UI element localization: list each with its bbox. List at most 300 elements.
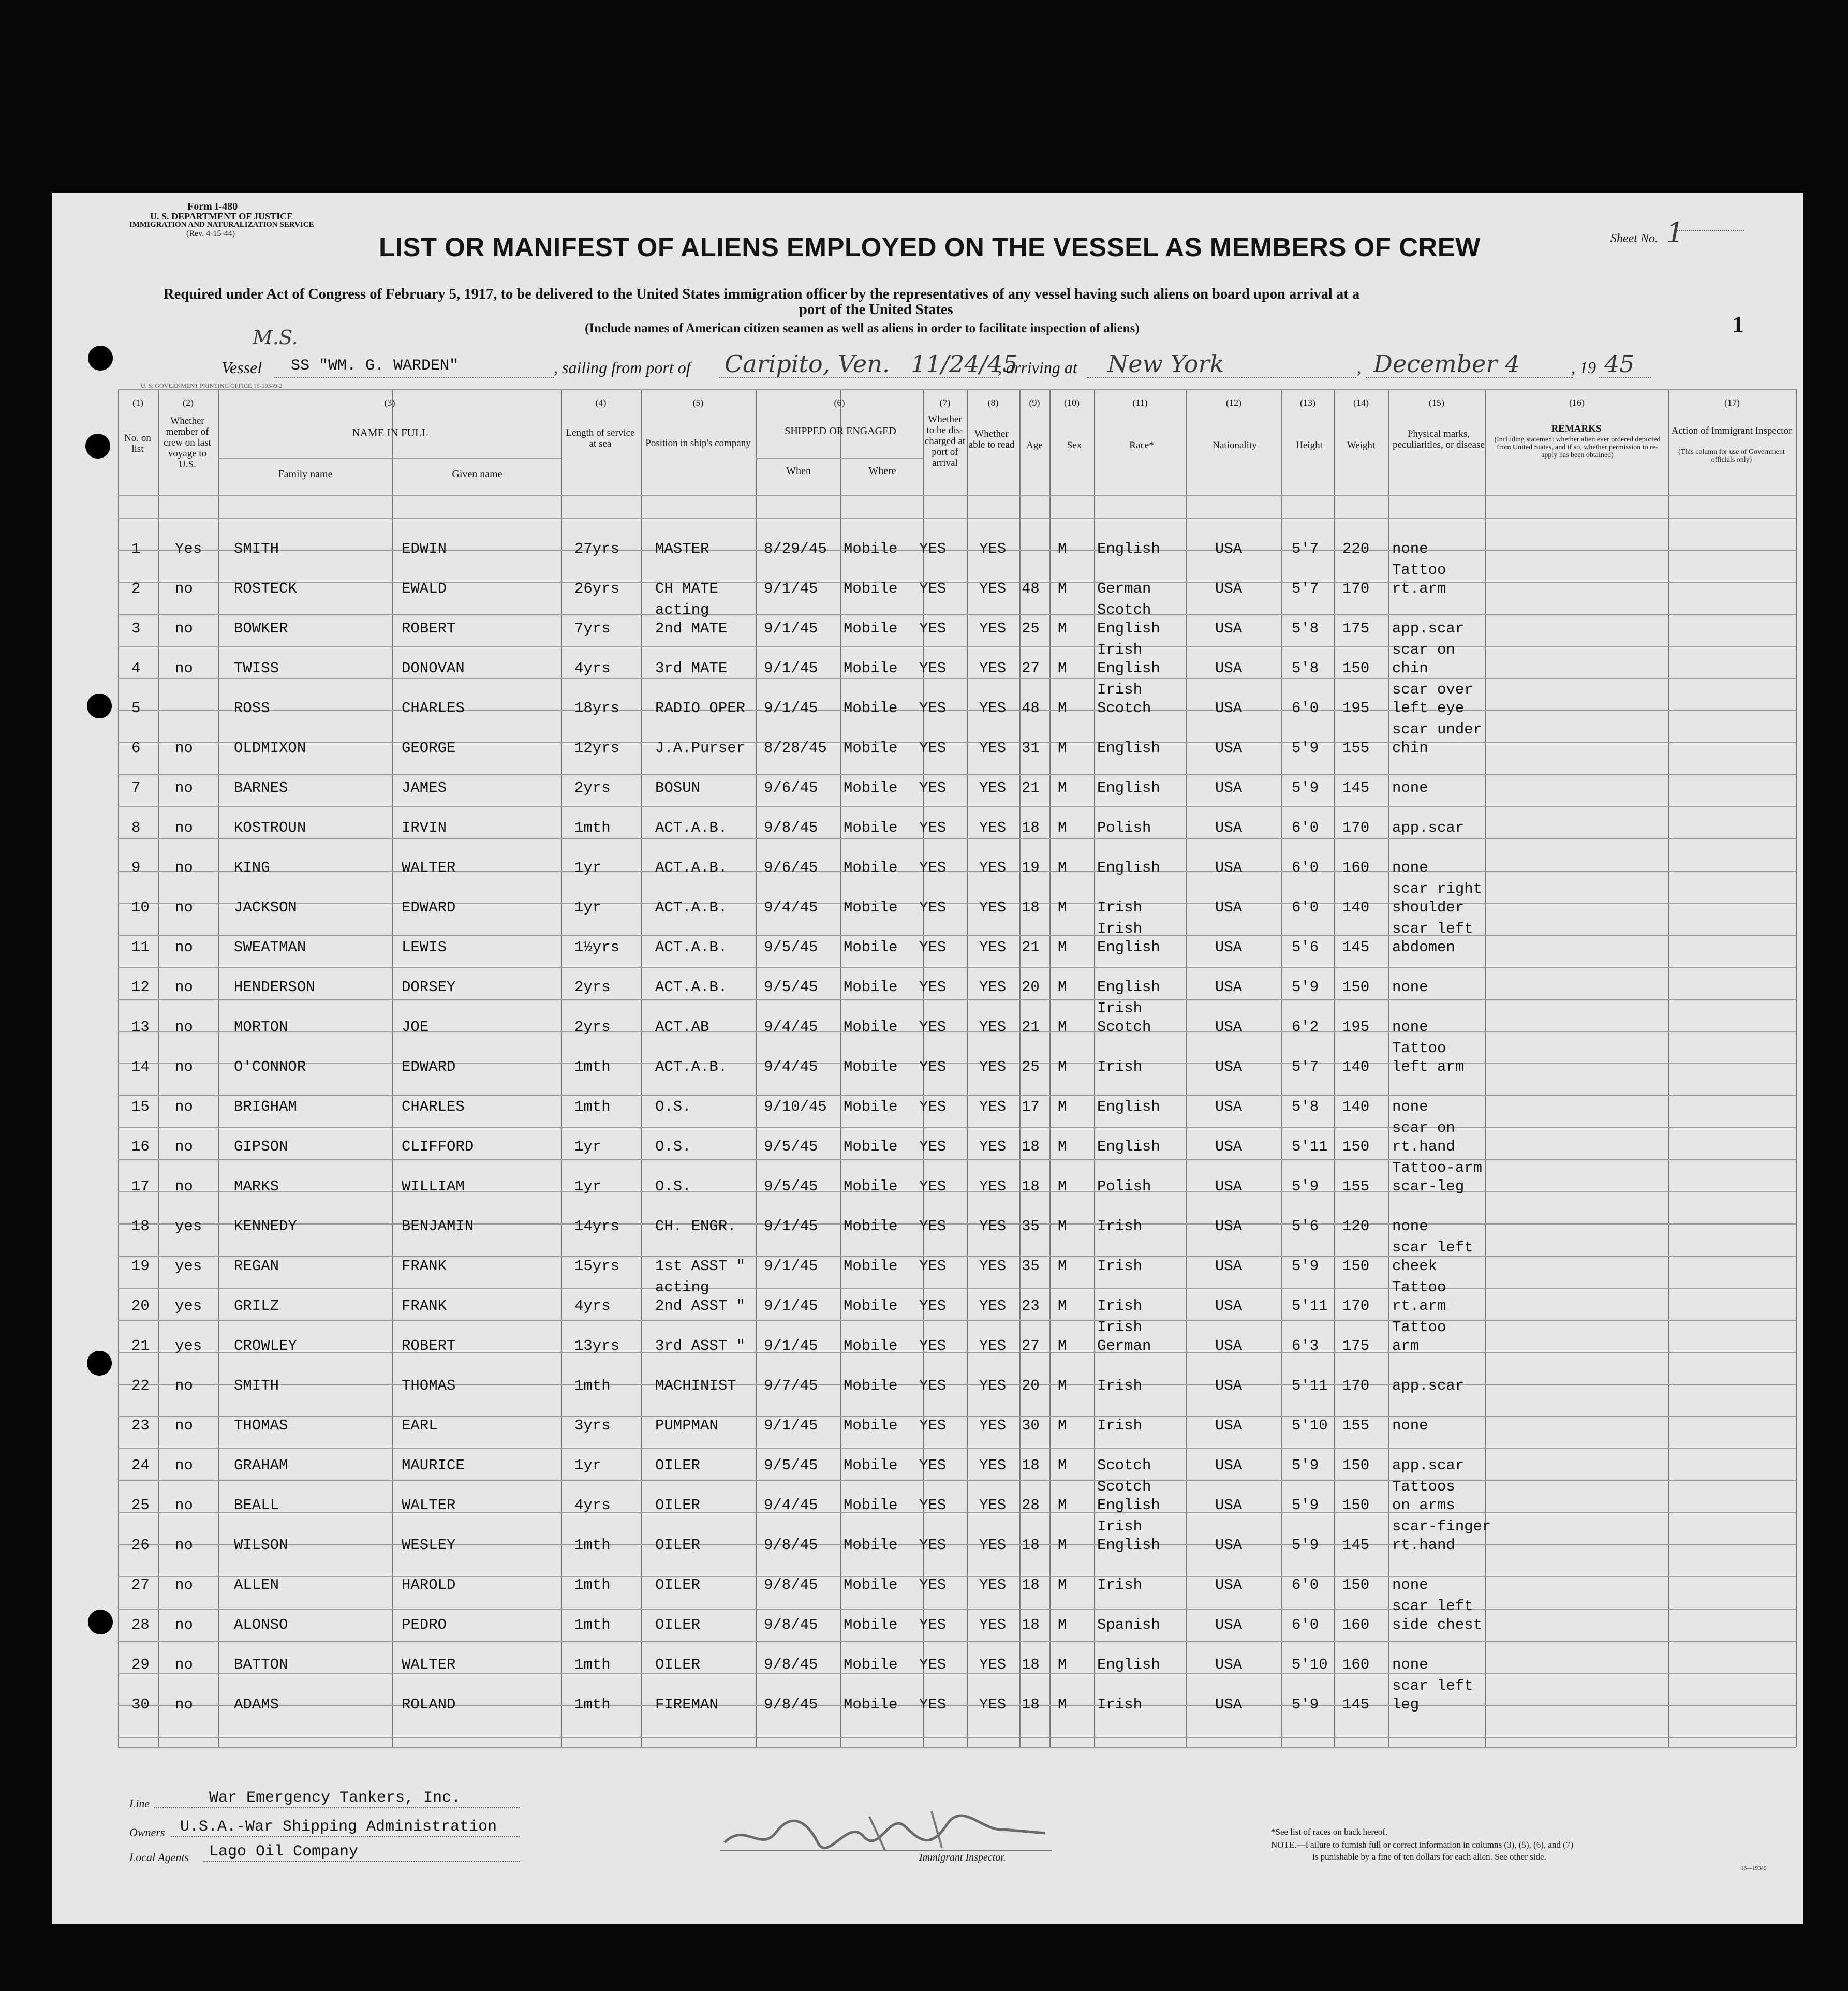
shipped-when: 9/1/45 (764, 1258, 818, 1275)
column-rule (756, 389, 757, 1747)
shipped-where: Mobile (844, 979, 898, 996)
physical-marks-line-1: Tattoo-arm (1392, 1159, 1483, 1176)
length-of-service: 1mth (574, 1656, 611, 1673)
able-to-read: YES (979, 779, 1007, 797)
height: 5'8 (1292, 620, 1319, 637)
header-member-of-crew: Whether member of crew on last voyage to U.S. (164, 416, 211, 470)
crew-member-flag: no (175, 779, 193, 797)
nationality: USA (1215, 1537, 1243, 1554)
weight: 220 (1342, 540, 1370, 557)
length-of-service: 27yrs (574, 540, 620, 557)
row-number: 22 (131, 1377, 150, 1394)
header-remarks: REMARKS (1551, 423, 1602, 434)
physical-marks-line-1: scar left (1392, 1239, 1473, 1256)
length-of-service: 1yr (574, 1178, 602, 1195)
weight: 150 (1342, 979, 1370, 996)
able-to-read: YES (979, 1576, 1007, 1594)
sex: M (1058, 1576, 1067, 1594)
shipped-when: 9/1/45 (764, 1337, 818, 1354)
shipped-when: 9/4/45 (764, 1497, 818, 1514)
length-of-service: 1mth (574, 819, 611, 836)
shipped-where: Mobile (844, 1297, 898, 1315)
family-name: KENNEDY (234, 1218, 297, 1235)
form-code: 16—19349 (1741, 1865, 1767, 1871)
position: FIREMAN (655, 1696, 718, 1713)
able-to-read: YES (979, 660, 1007, 677)
to-be-discharged: YES (919, 1058, 947, 1075)
physical-marks: arm (1392, 1337, 1420, 1354)
length-of-service: 12yrs (574, 740, 620, 757)
arrival-comma: , (1357, 358, 1361, 377)
arrival-port-underline (1087, 377, 1356, 378)
row-number: 17 (131, 1178, 150, 1195)
row-rule (118, 871, 1796, 872)
local-agents-label: Local Agents (129, 1851, 189, 1864)
owners-underline (171, 1836, 520, 1837)
row-rule (118, 1641, 1796, 1642)
arrival-date: December 4 (1373, 350, 1520, 378)
family-name: OLDMIXON (234, 740, 306, 757)
able-to-read: YES (979, 1696, 1007, 1713)
line-label: Line (129, 1797, 150, 1810)
shipped-where: Mobile (844, 1337, 898, 1354)
header-physical-marks: Physical marks, peculiarities, or disease (1393, 429, 1485, 450)
row-rule (118, 967, 1796, 968)
physical-marks-line-1: scar right (1392, 880, 1483, 897)
shipped-when: 9/1/45 (764, 580, 818, 597)
nationality: USA (1215, 1497, 1243, 1514)
row-rule (118, 838, 1796, 839)
race-secondary: Scotch (1097, 601, 1151, 618)
header-given-name: Given name (452, 468, 502, 480)
crew-member-flag: no (175, 620, 193, 637)
to-be-discharged: YES (919, 620, 947, 637)
sex: M (1058, 1337, 1067, 1354)
height: 5'7 (1292, 540, 1319, 557)
sex: M (1058, 700, 1067, 717)
owners-label: Owners (129, 1826, 165, 1839)
nationality: USA (1215, 620, 1243, 637)
family-name: BEALL (234, 1497, 279, 1514)
row-rule (118, 1063, 1796, 1064)
age: 18 (1022, 1457, 1040, 1474)
weight: 170 (1342, 1297, 1370, 1315)
physical-marks: side chest (1392, 1616, 1483, 1633)
height: 6'0 (1292, 819, 1319, 836)
height: 6'0 (1292, 1616, 1319, 1633)
row-rule (118, 806, 1796, 807)
able-to-read: YES (979, 540, 1007, 557)
able-to-read: YES (979, 1138, 1007, 1155)
position: PUMPMAN (655, 1417, 718, 1434)
physical-marks: left arm (1392, 1058, 1465, 1075)
nationality: USA (1215, 580, 1243, 597)
age: 18 (1022, 1616, 1040, 1633)
column-number: (4) (595, 397, 607, 408)
family-name: O'CONNOR (234, 1058, 306, 1075)
row-rule (118, 1320, 1796, 1321)
race: Scotch (1097, 1019, 1151, 1036)
height: 5'8 (1292, 1098, 1319, 1115)
physical-marks: rt.arm (1392, 1297, 1446, 1315)
race: English (1097, 1537, 1160, 1554)
height: 6'2 (1292, 1019, 1319, 1036)
row-number: 19 (131, 1258, 150, 1275)
sex: M (1058, 979, 1067, 996)
punch-hole (87, 1351, 112, 1376)
row-rule (118, 1609, 1796, 1610)
row-rule (118, 1480, 1796, 1481)
nationality: USA (1215, 740, 1243, 757)
shipped-when: 9/8/45 (764, 819, 818, 836)
race: German (1097, 1337, 1151, 1354)
nationality: USA (1215, 1297, 1243, 1315)
to-be-discharged: YES (919, 1337, 947, 1354)
nationality: USA (1215, 1457, 1243, 1474)
height: 5'6 (1292, 939, 1319, 956)
age: 18 (1022, 1178, 1040, 1195)
race: Irish (1097, 1377, 1143, 1394)
shipped-when: 9/1/45 (764, 1297, 818, 1315)
age: 20 (1022, 1377, 1040, 1394)
shipped-where: Mobile (844, 939, 898, 956)
sailing-date: 11/24/45 (911, 350, 1018, 378)
age: 48 (1022, 700, 1040, 717)
height: 5'7 (1292, 1058, 1319, 1075)
header-age: Age (1026, 440, 1043, 451)
family-name: BRIGHAM (234, 1098, 297, 1115)
shipped-where: Mobile (844, 1656, 898, 1673)
column-number: (14) (1353, 397, 1369, 408)
crew-member-flag: no (175, 1537, 193, 1554)
physical-marks: leg (1392, 1696, 1420, 1713)
sex: M (1058, 1616, 1067, 1633)
given-name: CHARLES (402, 700, 465, 717)
race-secondary: Irish (1097, 920, 1143, 937)
sailing-port: Caripito, Ven. (725, 350, 890, 378)
race: Irish (1097, 1417, 1143, 1434)
nationality: USA (1215, 979, 1243, 996)
column-rule (1281, 389, 1282, 1747)
height: 5'6 (1292, 1218, 1319, 1235)
crew-member-flag: no (175, 979, 193, 996)
shipped-where: Mobile (844, 1616, 898, 1633)
position: O.S. (655, 1098, 691, 1115)
shipped-when: 9/6/45 (764, 859, 818, 876)
shipped-when: 9/5/45 (764, 1457, 818, 1474)
position: ACT.A.B. (655, 899, 728, 916)
to-be-discharged: YES (919, 1457, 947, 1474)
local-agents-value: Lago Oil Company (209, 1843, 359, 1861)
weight: 195 (1342, 1019, 1370, 1036)
weight: 145 (1342, 779, 1370, 797)
given-name: BENJAMIN (402, 1218, 474, 1235)
crew-member-flag: no (175, 819, 193, 836)
crew-member-flag: no (175, 899, 193, 916)
weight: 145 (1342, 939, 1370, 956)
department-line: U. S. DEPARTMENT OF JUSTICE (150, 211, 293, 222)
arrival-date-underline (1366, 377, 1573, 378)
header-where: Where (868, 465, 896, 477)
column-rule (1485, 389, 1486, 1747)
race-secondary: Irish (1097, 681, 1143, 698)
height: 6'0 (1292, 899, 1319, 916)
given-name: JOE (402, 1019, 429, 1036)
able-to-read: YES (979, 1178, 1007, 1195)
physical-marks: chin (1392, 660, 1428, 677)
row-rule (118, 1544, 1796, 1545)
race-secondary: Irish (1097, 1518, 1143, 1535)
to-be-discharged: YES (919, 1537, 947, 1554)
able-to-read: YES (979, 1218, 1007, 1235)
crew-member-flag: no (175, 1417, 193, 1434)
family-name: HENDERSON (234, 979, 315, 996)
to-be-discharged: YES (919, 779, 947, 797)
length-of-service: 1yr (574, 859, 602, 876)
position: 3rd MATE (655, 660, 728, 677)
sex: M (1058, 1258, 1067, 1275)
race: Scotch (1097, 700, 1151, 717)
able-to-read: YES (979, 1537, 1007, 1554)
sex: M (1058, 1218, 1067, 1235)
height: 5'11 (1292, 1297, 1328, 1315)
weight: 195 (1342, 700, 1370, 717)
race-secondary: Irish (1097, 1000, 1143, 1017)
to-be-discharged: YES (919, 580, 947, 597)
shipped-when: 9/4/45 (764, 899, 818, 916)
length-of-service: 14yrs (574, 1218, 620, 1235)
row-rule (118, 1256, 1796, 1257)
header-discharged: Whether to be dis-charged at port of arrival (924, 414, 966, 468)
sex: M (1058, 1417, 1067, 1434)
column-number: (10) (1064, 397, 1080, 408)
column-number: (15) (1429, 397, 1444, 408)
shipped-where: Mobile (844, 1019, 898, 1036)
weight: 155 (1342, 1178, 1370, 1195)
shipped-when: 9/8/45 (764, 1696, 818, 1713)
nationality: USA (1215, 1417, 1243, 1434)
row-rule (118, 1127, 1796, 1128)
nationality: USA (1215, 1576, 1243, 1594)
sheet-number-label (1610, 216, 1684, 249)
physical-marks: rt.hand (1392, 1537, 1455, 1554)
height: 5'9 (1292, 1457, 1319, 1474)
sheet-label: Sheet No. (1610, 232, 1658, 245)
crew-member-flag: no (175, 1656, 193, 1673)
weight: 160 (1342, 1656, 1370, 1673)
crew-member-flag: no (175, 1616, 193, 1633)
shipped-where: Mobile (844, 859, 898, 876)
position: ACT.A.B. (655, 1058, 728, 1075)
to-be-discharged: YES (919, 1616, 947, 1633)
race: Spanish (1097, 1616, 1160, 1633)
given-name: MAURICE (402, 1457, 465, 1474)
height: 6'0 (1292, 1576, 1319, 1594)
sex: M (1058, 1696, 1067, 1713)
family-name: GRAHAM (234, 1457, 288, 1474)
height: 6'0 (1292, 700, 1319, 717)
length-of-service: 7yrs (574, 620, 611, 637)
physical-marks-line-1: scar under (1392, 721, 1483, 738)
physical-marks: none (1392, 1656, 1428, 1673)
physical-marks: none (1392, 859, 1428, 876)
to-be-discharged: YES (919, 1218, 947, 1235)
length-of-service: 18yrs (574, 700, 620, 717)
row-rule (118, 1159, 1796, 1160)
column-rule (1668, 389, 1669, 1747)
age: 27 (1022, 1337, 1040, 1354)
age: 25 (1022, 620, 1040, 637)
height: 5'9 (1292, 779, 1319, 797)
given-name: DONOVAN (402, 660, 465, 677)
sex: M (1058, 620, 1067, 637)
row-rule (118, 1031, 1796, 1032)
crew-member-flag: no (175, 580, 193, 597)
physical-marks-line-1: scar left (1392, 920, 1473, 937)
given-name: WALTER (402, 1656, 456, 1673)
family-name: KING (234, 859, 270, 876)
subtitle-instruction: (Include names of American citizen seamen as well as aliens in order to facilitate inspection of aliens) (585, 321, 1140, 335)
family-name: BATTON (234, 1656, 288, 1673)
age: 17 (1022, 1098, 1040, 1115)
physical-marks-line-1: Tattoo (1392, 562, 1446, 579)
sheet-number-underline (1674, 230, 1744, 231)
column-number: (3) (384, 397, 395, 408)
height: 5'9 (1292, 979, 1319, 996)
given-name: EDWARD (402, 899, 456, 916)
to-be-discharged: YES (919, 1417, 947, 1434)
shipped-when: 8/28/45 (764, 740, 827, 757)
to-be-discharged: YES (919, 859, 947, 876)
position: 3rd ASST " (655, 1337, 746, 1354)
vessel-label: Vessel (221, 358, 262, 377)
age: 18 (1022, 1656, 1040, 1673)
weight: 160 (1342, 859, 1370, 876)
row-rule (118, 935, 1796, 936)
physical-marks: chin (1392, 740, 1428, 757)
shipped-when: 9/1/45 (764, 660, 818, 677)
given-name: THOMAS (402, 1377, 456, 1394)
length-of-service: 1yr (574, 1457, 602, 1474)
age: 23 (1022, 1297, 1040, 1315)
age: 30 (1022, 1417, 1040, 1434)
position: 1st ASST " (655, 1258, 746, 1275)
to-be-discharged: YES (919, 1377, 947, 1394)
length-of-service: 2yrs (574, 779, 611, 797)
given-name: PEDRO (402, 1616, 447, 1633)
physical-marks: none (1392, 1019, 1428, 1036)
row-number: 2 (131, 580, 141, 597)
row-rule (118, 646, 1796, 647)
shipped-when: 9/8/45 (764, 1576, 818, 1594)
race-secondary: Scotch (1097, 1478, 1151, 1495)
height: 5'9 (1292, 1696, 1319, 1713)
weight: 150 (1342, 1258, 1370, 1275)
nationality: USA (1215, 1138, 1243, 1155)
crew-member-flag: no (175, 1178, 193, 1195)
height: 5'9 (1292, 1537, 1319, 1554)
column-rule (1049, 389, 1051, 1747)
length-of-service: 13yrs (574, 1337, 620, 1354)
family-name: SMITH (234, 540, 279, 557)
shipped-when: 9/1/45 (764, 1417, 818, 1434)
crew-member-flag: no (175, 859, 193, 876)
given-name: WALTER (402, 859, 456, 876)
page-mark: 1 (1732, 311, 1744, 337)
row-rule (118, 774, 1796, 775)
row-number: 13 (131, 1019, 150, 1036)
able-to-read: YES (979, 979, 1007, 996)
length-of-service: 1mth (574, 1098, 611, 1115)
able-to-read: YES (979, 740, 1007, 757)
height: 5'7 (1292, 580, 1319, 597)
race: English (1097, 1497, 1160, 1514)
row-rule (118, 1512, 1796, 1513)
crew-member-flag: yes (175, 1218, 202, 1235)
family-name: GIPSON (234, 1138, 288, 1155)
row-number: 6 (131, 740, 141, 757)
physical-marks-line-1: Tattoos (1392, 1478, 1455, 1495)
nationality: USA (1215, 1058, 1243, 1075)
race: Polish (1097, 1178, 1151, 1195)
weight: 160 (1342, 1616, 1370, 1633)
shipped-where: Mobile (844, 540, 898, 557)
given-name: FRANK (402, 1297, 447, 1315)
shipped-where: Mobile (844, 1218, 898, 1235)
length-of-service: 1mth (574, 1696, 611, 1713)
header-when: When (786, 465, 811, 477)
row-rule (118, 999, 1796, 1000)
row-number: 5 (131, 700, 141, 717)
crew-member-flag: no (175, 1696, 193, 1713)
shipped-when: 9/7/45 (764, 1377, 818, 1394)
family-name: ALLEN (234, 1576, 279, 1594)
sex: M (1058, 899, 1067, 916)
position: OILER (655, 1616, 701, 1633)
length-of-service: 1yr (574, 1138, 602, 1155)
nationality: USA (1215, 1377, 1243, 1394)
height: 5'11 (1292, 1377, 1328, 1394)
document-title: LIST OR MANIFEST OF ALIENS EMPLOYED ON THE VESSEL AS MEMBERS OF CREW (379, 232, 1481, 262)
race-secondary: Irish (1097, 641, 1143, 658)
height: 5'9 (1292, 1497, 1319, 1514)
header-weight: Weight (1347, 440, 1376, 451)
sheet-number: 1 (1666, 216, 1684, 249)
row-rule (118, 1673, 1796, 1674)
to-be-discharged: YES (919, 979, 947, 996)
family-name: ROSTECK (234, 580, 297, 597)
family-name: KOSTROUN (234, 819, 306, 836)
age: 18 (1022, 1576, 1040, 1594)
weight: 140 (1342, 1058, 1370, 1075)
crew-member-flag: no (175, 660, 193, 677)
given-name: WILLIAM (402, 1178, 465, 1195)
to-be-discharged: YES (919, 899, 947, 916)
column-rule (1094, 389, 1095, 1747)
row-rule (118, 678, 1796, 679)
age: 27 (1022, 660, 1040, 677)
line-underline (154, 1807, 520, 1808)
able-to-read: YES (979, 899, 1007, 916)
height: 5'9 (1292, 1178, 1319, 1195)
able-to-read: YES (979, 580, 1007, 597)
race: English (1097, 939, 1160, 956)
shipped-when: 9/5/45 (764, 979, 818, 996)
physical-marks: shoulder (1392, 899, 1465, 916)
row-rule (118, 1705, 1796, 1706)
crew-member-flag: yes (175, 1297, 202, 1315)
given-name: EWALD (402, 580, 447, 597)
